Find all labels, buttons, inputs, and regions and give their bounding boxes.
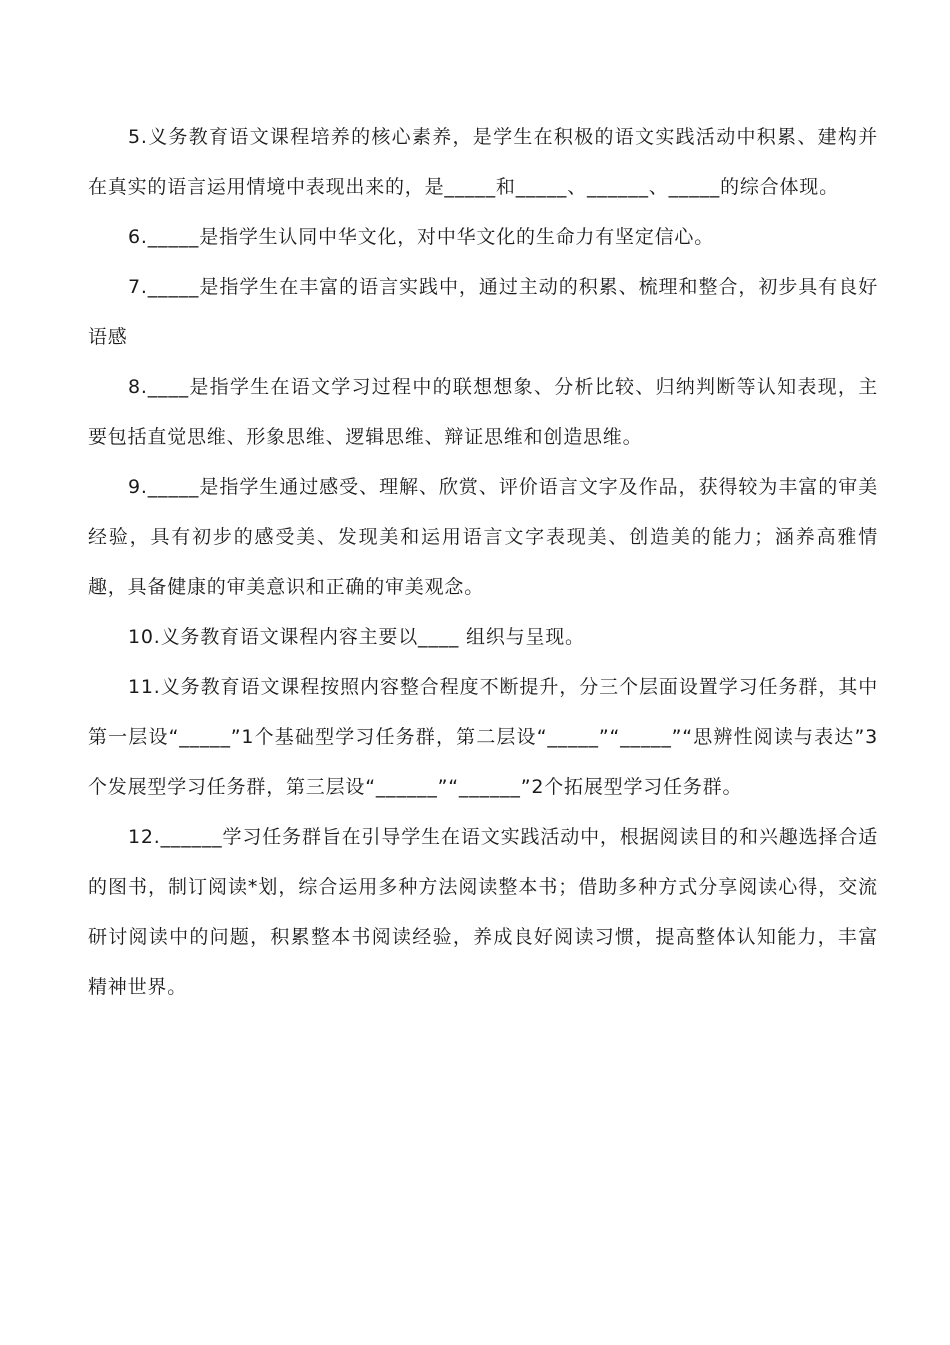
- question-9: 9._____是指学生通过感受、理解、欣赏、评价语言文字及作品，获得较为丰富的审美经验，具有初步的感受美、发现美和运用语言文字表现美、创造美的能力；涵养高雅情趣，具备健康的审美意识和正确的审美观念。: [88, 476, 878, 598]
- question-10: 10.义务教育语文课程内容主要以____ 组织与呈现。: [128, 626, 585, 648]
- question-6: 6._____是指学生认同中华文化，对中华文化的生命力有坚定信心。: [128, 226, 715, 248]
- question-list: [88, 112, 878, 1012]
- question-5: 5.义务教育语文课程培养的核心素养，是学生在积极的语文实践活动中积累、建构并在真实的语言运用情境中表现出来的，是_____和_____、______、_____的综合体现。: [88, 126, 878, 198]
- question-7: 7._____是指学生在丰富的语言实践中，通过主动的积累、梳理和整合，初步具有良好语感: [88, 276, 878, 348]
- question-8: 8.____是指学生在语文学习过程中的联想想象、分析比较、归纳判断等认知表现，主要包括直觉思维、形象思维、逻辑思维、辩证思维和创造思维。: [88, 376, 878, 448]
- question-11: 11.义务教育语文课程按照内容整合程度不断提升，分三个层面设置学习任务群，其中第一层设“_____”1个基础型学习任务群，第二层设“_____”“_____”“思辨性阅读与表达”3个发展型学习任务群，第三层设“______”“______”2个拓展型学习任务群。: [88, 676, 878, 798]
- question-12: 12.______学习任务群旨在引导学生在语文实践活动中，根据阅读目的和兴趣选择合适的图书，制订阅读*划，综合运用多种方法阅读整本书；借助多种方式分享阅读心得，交流研讨阅读中的问题，积累整本书阅读经验，养成良好阅读习惯，提高整体认知能力，丰富精神世界。: [88, 826, 878, 998]
